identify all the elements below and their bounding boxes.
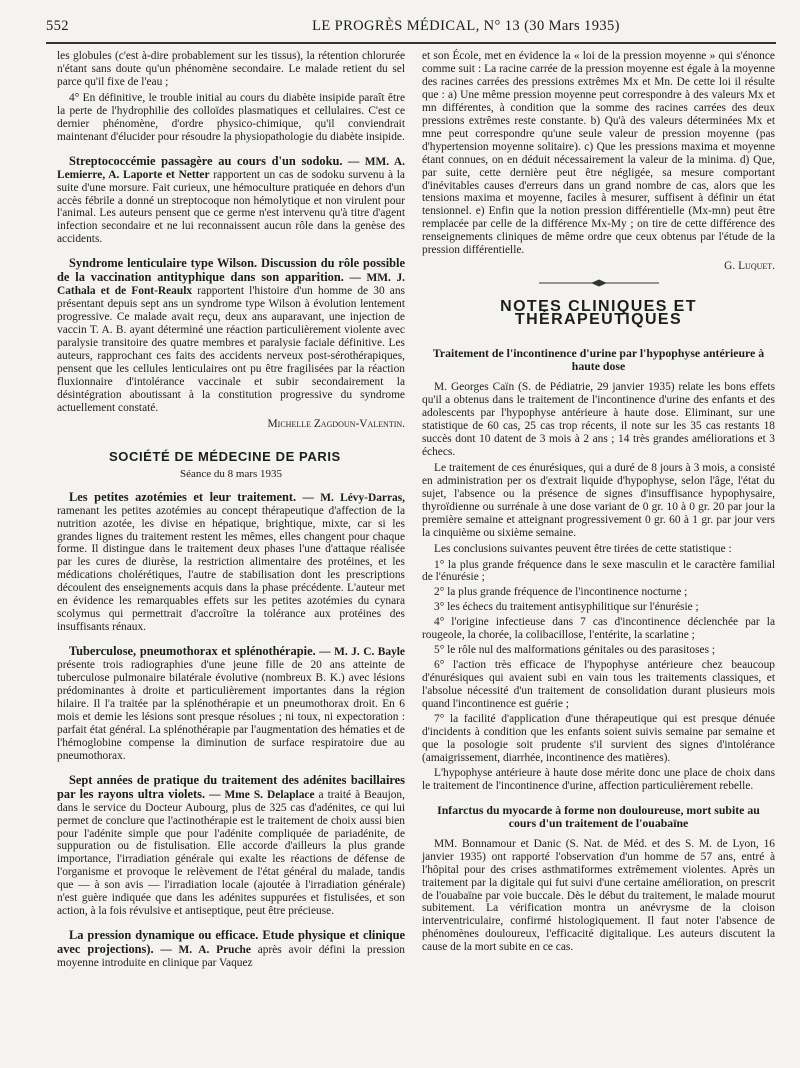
article-authors: — M. J. C. Bayle xyxy=(315,646,405,659)
paragraph: MM. Bonnamour et Danic (S. Nat. de Méd. et des S. M. de Lyon, 16 janvier 1935) ont rapporté l'observation d'un homme de 57 ans, entré à l'hôpital pour des crises asthmatiformes extrêmement violentes. Après un traitement par la digitale qui fut suivi d'une certaine amélioration, on prescrit de l'ouabaïne par voie buccale. Dès le début du traitement, le malade mourut subitement. La vérification montra un anévrysme de la cloison interventriculaire, confirmé histologiquement. Il faut noter l'absence de phénomènes douloureux, l'efficacité digitalique. Les auteurs discutent la cause de la mort subite en ce cas. xyxy=(422,837,775,954)
article-tuberculose xyxy=(57,645,405,763)
article-text: ramenant les petites azotémies au concept thérapeutique d'affection de la nutrition azotée, les divise en hépatique, brightique, mixte, car si les grandes lignes du traitement restent les mêmes, elles changent pour chaque forme. Il distingue dans le traitement deux phases l'une d'attaque réalisée par les cures de diurèse, la restriction alimentaire des protéines, et les médications cholérétiques, l'autre de stabilisation dont les prescriptions découlent des enseignements acquis dans la phase précédente. L'auteur met en évidence les remarquables effets sur les petites azotémies du cynara scolymus qui permettrait d'accroître la tolérance aux protéines des insuffisants rénaux. xyxy=(57,504,405,634)
list-item: 1° la plus grande fréquence dans le sexe masculin et le caractère familial de l'énurésie ; xyxy=(422,558,775,584)
right-column xyxy=(422,50,775,957)
article-text: rapportent l'histoire d'un homme de 30 ans présentant depuis sept ans un syndrome type Wilson à évolution lentement progressive. Ce malade avait reçu, deux ans auparavant, une injection de vaccin T. A. B. ayant déterminé une réaction particulièrement violente avec paralysie transitoire des quatre membres et paralysie faciale définitive. Les auteurs, rapprochant ces faits des accidents nerveux post-sérothérapiques, pensent que les cellules lenticulaires ont pu être fragilisées par la réaction fluxionnaire d'intolérance vaccinale et subir secondairement la désintégration aboutissant à la constitution progressive du syndrome actuellement constaté. xyxy=(57,285,405,414)
article-azotemies xyxy=(57,491,405,634)
paragraph: et son École, met en évidence la « loi de la pression moyenne » qui s'énonce comme suit : La racine carrée de la pression moyenne est égale à la moyenne des racines carrées des pressions extrêmes Mx et Mn. De cette loi il résulte que : a) Une même pression moyenne peut correspondre à des valeurs Mx et mn différentes, à condition que la somme des racines carrées des deux pressions extrêmes reste constante. b) Qu'à des valeurs déterminées Mx et mne peut correspondre qu'une seule valeur de pression moyenne (pas d'hypertension moyenne solitaire). c) Que les pressions maxima et moyenne étant connues, on en déduit nécessairement la valeur de la minima. d) Que, par suite, cette dernière peut être négligée, sa mesure comportant d'inévitables causes d'erreurs dans un grand nombre de cas, alors que les tensions maxima et moyenne, faciles à mesurer, suffisent à définir un état tensionnel. e) Enfin que la notion pression différentielle (Mx-mn) peut être remplacée par celle de la différence Mx-My ; on tire de cette différence des renseignements cliniques de même ordre que ceux obtenus par l'étude de la pression différentielle. xyxy=(422,50,775,257)
article-adenites xyxy=(57,774,405,918)
article-authors: — MM. A. Lemierre, A. Laporte et Netter xyxy=(57,155,405,181)
author-signature: Michelle Zagdoun-Valentin. xyxy=(267,417,405,430)
author-signature: G. Luquet. xyxy=(724,260,775,273)
article-title: Syndrome lenticulaire type Wilson. Discussion du rôle possible de la vaccination antityphique dans son apparition. xyxy=(57,256,405,285)
article-title: Streptococcémie passagère au cours d'un sodoku. xyxy=(69,153,343,168)
article-pression xyxy=(57,929,405,970)
header-rule xyxy=(46,42,776,44)
article-text: présente trois radiographies d'une jeune fille de 20 ans atteinte de tuberculose pulmonaire bilatérale évolutive (nombreux B. K.) avec lésions prédominantes à droite et particulièrement importantes dans la région hilaire. Il l'a traitée par la splénothérapie et un pneumothorax droit. En 6 mois et demie les lésions sont presque résolues ; ni toux, ni expectoration : parfait état général. La splénothérapie par l'augmentation des hématies et de l'hémoglobine compense la diminution de surface respiratoire due au pneumothorax. xyxy=(57,659,405,762)
running-header xyxy=(46,18,776,38)
list-item: 3° les échecs du traitement antisyphilitique sur l'énurésie ; xyxy=(434,601,699,614)
article-authors: — MM. J. Cathala et de Font-Reaulx xyxy=(57,272,406,298)
conclusion-list xyxy=(422,559,775,765)
article-wilson xyxy=(57,257,405,414)
article-text: rapportent un cas de sodoku survenu à la suite d'une morsure. Fait curieux, une hémoculture pratiquée en dehors d'un accès fébrile a donné un streptocoque non hémolytique et non virulent pour l'animal. Les auteurs pensent que ce germe n'est intervenu qu'à titre d'agent infection secondaire et ne lui reconnaissent aucun rôle dans la genèse des accidents. xyxy=(57,168,405,246)
article-text: a traité à Beaujon, dans le service du Docteur Aubourg, plus de 325 cas d'adénites, ce qui lui permet de conclure que l'actinothérapie est le traitement de choix aussi bien pour l'adénite simple que pour l'adénite compliquée de pariadénite, de suppuration ou de fistulisation. Elle accorde d'ailleurs la plus grande importance, l'irradiation générale qui exalte les réactions de défense de l'organisme et provoque le relèvement de l'état général du malade, tandis que — à son avis — l'irradiation locale (ajoutée à l'irradiation générale) n'est guère indiquée que dans les adénites suppurées et fistulisées, et son action, à la fois révulsive et antiseptique, peut être précieuse. xyxy=(57,788,405,918)
journal-title: LE PROGRÈS MÉDICAL, N° 13 (30 Mars 1935) xyxy=(312,18,620,34)
session-date: Séance du 8 mars 1935 xyxy=(179,467,283,480)
article-strep xyxy=(57,155,405,247)
article-title: Traitement de l'incontinence d'urine par l'hypophyse antérieure à haute dose xyxy=(432,346,765,374)
article-title: Tuberculose, pneumothorax et splénothérapie. xyxy=(69,644,316,659)
paragraph: Le traitement de ces énurésiques, qui a duré de 8 jours à 3 mois, a consisté en administration per os d'extrait liquide d'hypophyse, selon l'âge, l'état du sujet, l'absence ou la présence de signes d'insuffisance hypophysaire, thyroïdienne ou surrénale à une dose variant de 0 gr. 10 à 0 gr. 20 par jour la première semaine et atteignant progressivement 0 gr. 60 à 1 gr. par jour vers la cinquième ou sixième semaine. xyxy=(422,461,775,539)
article-text: après avoir défini la pression moyenne introduite en clinique par Vaquez xyxy=(57,944,405,970)
article-authors: — M. Lévy-Darras, xyxy=(296,491,405,504)
list-item: 7° la facilité d'application d'une thérapeutique qui est presque dénuée d'incidents à condition que les enfants soient suivis semaine par semaine et que la posologie soit prudente s'il survient des signes d'intolérance (amaigrissement, diarrhée, incontinence des matières). xyxy=(422,712,775,764)
article-title: Infarctus du myocarde à forme non douloureuse, mort subite au cours d'un traitement de l'ouabaïne xyxy=(437,802,760,830)
list-item: 6° l'action très efficace de l'hypophyse antérieure chez beaucoup d'énurésiques qui avaient subi en vain tous les traitements classiques, et l'absolue nécessité d'un traitement de consolidation durant plusieurs mois quand l'incontinence est guérie ; xyxy=(422,659,775,711)
article-title: La pression dynamique ou efficace. Etude physique et clinique avec projections). xyxy=(57,928,405,957)
paragraph: M. Georges Caïn (S. de Pédiatrie, 29 janvier 1935) relate les bons effets qu'il a obtenus dans le traitement de l'incontinence d'urine des enfants et des adolescents par l'hypophyse antérieure à haute dose. Eliminant, sur une statistique de 60 cas, 25 cas trop récents, il note sur les 35 cas restants 18 succès dont 10 datent de 3 mois à 2 ans ; 14 très grandes améliorations et 3 échecs. xyxy=(422,381,775,458)
article-authors: — M. A. Pruche xyxy=(153,944,251,957)
paragraph: Les conclusions suivantes peuvent être tirées de cette statistique : xyxy=(434,542,732,555)
page-number: 552 xyxy=(46,18,69,34)
article-title: Les petites azotémies et leur traitement. xyxy=(69,489,297,504)
list-item: 4° l'origine infectieuse dans 7 cas d'incontinence déclenchée par la rougeole, la chorée, la colibacillose, l'entérite, la scarlatine ; xyxy=(422,616,775,642)
article-title: Sept années de pratique du traitement des adénites bacillaires par les rayons ultra violets. xyxy=(57,772,405,801)
left-column xyxy=(57,50,405,973)
paragraph: L'hypophyse antérieure à haute dose mérite donc une place de choix dans le traitement de l'incontinence d'urine, affection particulièrement rebelle. xyxy=(422,766,775,792)
list-item: 2° la plus grande fréquence de l'incontinence nocturne ; xyxy=(434,586,688,599)
society-title: SOCIÉTÉ DE MÉDECINE DE PARIS xyxy=(109,448,341,464)
list-item: 5° le rôle nul des malformations génitales ou des parasitoses ; xyxy=(434,644,716,657)
article-authors: — Mme S. Delaplace xyxy=(205,788,315,801)
ornament-divider xyxy=(539,279,659,287)
paragraph: 4° En définitive, le trouble initial au cours du diabète insipide paraît être la perte de l'hydrophilie des colloïdes plasmatiques et cellulaires. C'est ce dernier phénomène, d'ordre physico-chimique, qu'il conviendrait maintenant d'élucider pour résoudre la physiopathologie du diabète insipide. xyxy=(57,91,405,143)
paragraph: les globules (c'est à-dire probablement sur les tissus), la rétention chlorurée n'étant sans doute qu'un phénomène secondaire. Le malade retient du sel parce qu'il fixe de l'eau ; xyxy=(57,50,405,88)
section-title: NOTES CLINIQUES ET THÉRAPEUTIQUES xyxy=(500,298,697,329)
